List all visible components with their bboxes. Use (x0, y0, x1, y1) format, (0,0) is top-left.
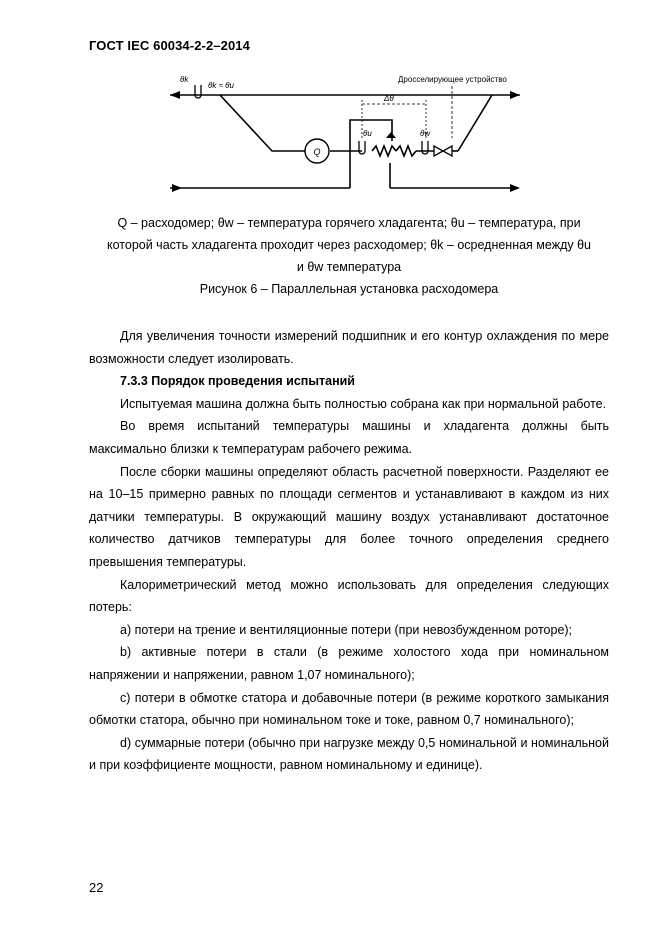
arrow-bottom-right (510, 184, 520, 192)
arrow-bottom-left (172, 184, 182, 192)
flowmeter-label: Q (313, 147, 321, 157)
list-item-b: b) активные потери в стали (в режиме холостого хода при номинальном напряжении и напряжении, равном 1,07 номинального); (89, 645, 609, 682)
thermometer-u-icon (359, 141, 365, 154)
label-theta-u: θu (363, 129, 372, 138)
label-theta-w: θw (420, 129, 431, 138)
caption-line-1: Q – расходомер; θw – температура горячего хладагента; θu – температура, при (117, 216, 581, 230)
section-heading: 7.3.3 Порядок проведения испытаний (120, 374, 355, 389)
label-theta-k-approx-u: θk ≈ θu (208, 81, 234, 90)
caption-line-2: которой часть хладагента проходит через расходомер; θk – осредненная между θu (107, 238, 591, 252)
figure-title: Рисунок 6 – Параллельная установка расходомера (199, 282, 499, 296)
figure-caption (89, 212, 609, 278)
list-item-a: а) потери на трение и вентиляционные потери (при невозбужденном роторе); (120, 622, 573, 637)
valve-icon (434, 146, 452, 156)
page-number: 22 (89, 880, 104, 895)
bypass-right-branch (458, 95, 492, 151)
thermometer-w-icon (422, 141, 428, 154)
bypass-left-branch (220, 95, 305, 151)
label-delta-theta: Δθ (384, 94, 394, 103)
label-theta-k: θk (180, 75, 189, 84)
body-text (89, 325, 609, 777)
label-throttle: Дросселирующее устройство (398, 75, 507, 84)
arrow-top-right (510, 91, 520, 99)
paragraph-calorimetric: Калориметрический метод можно использовать для определения следующих потерь: (89, 577, 609, 615)
document-header: ГОСТ IEC 60034-2-2–2014 (89, 38, 250, 53)
caption-line-3: и θw температура (296, 260, 402, 274)
list-item-d: d) суммарные потери (обычно при нагрузке между 0,5 номинальной и номинальной и при коэффициенте мощности, равном номинальному и единице). (89, 735, 609, 773)
paragraph-assembly: Испытуемая машина должна быть полностью собрана как при нормальной работе. (120, 396, 607, 411)
paragraph-insulation: Для увеличения точности измерений подшипник и его контур охлаждения по мере возможности следует изолировать. (89, 329, 609, 366)
paragraph-temperature: Во время испытаний температуры машины и хладагента должны быть максимально близки к температурам рабочего режима. (89, 419, 609, 456)
thermometer-k-icon (195, 85, 201, 98)
arrow-top-left (170, 91, 180, 99)
parallel-flowmeter-diagram (160, 68, 530, 198)
paragraph-sensors: После сборки машины определяют область расчетной поверхности. Разделяют ее на 10–15 примерно равных по площади сегментов и устанавливают в каждом из них датчики температуры. В окружающий машину воздух устанавливают достаточное количество датчиков температуры для более точного определения среднего превышения температуры. (89, 464, 609, 569)
list-item-c: c) потери в обмотке статора и добавочные потери (в режиме короткого замыкания обмотки статора, обычно при номинальном токе и токе, равном 0,7 номинального); (89, 690, 609, 728)
